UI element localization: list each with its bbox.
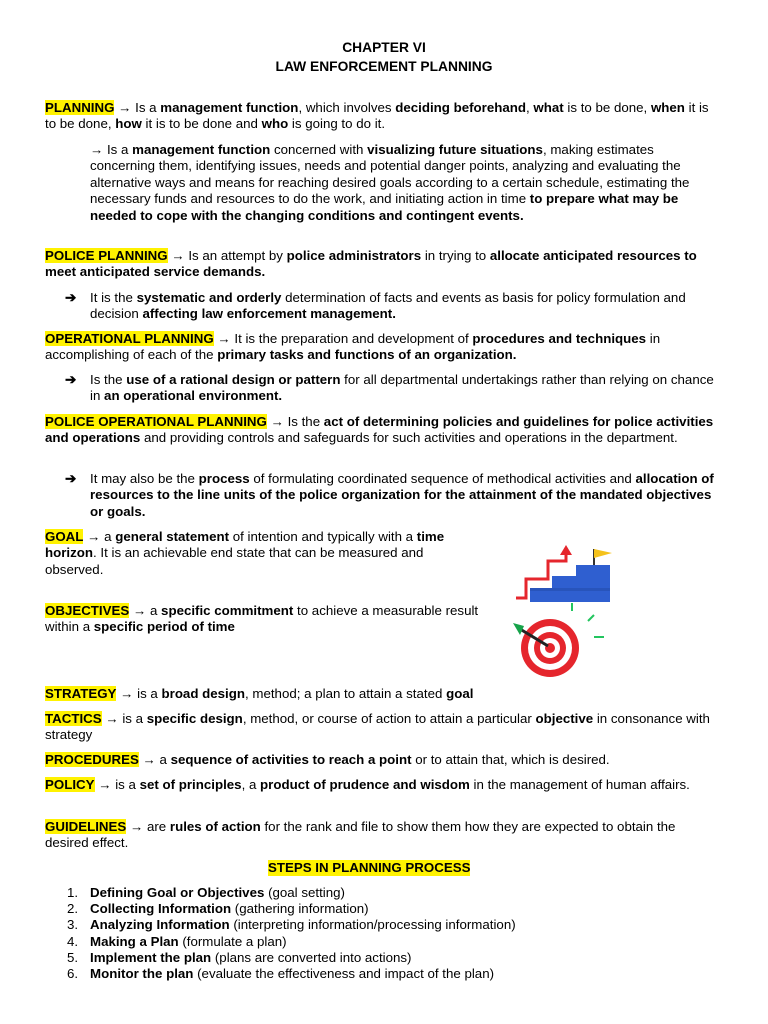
step-number: 3. <box>67 917 79 933</box>
term-operational-planning: OPERATIONAL PLANNING <box>45 331 214 346</box>
arrow-icon: → <box>270 414 284 429</box>
step-number: 6. <box>67 966 79 982</box>
page-title: LAW ENFORCEMENT PLANNING <box>275 59 493 74</box>
arrow-icon: → <box>129 819 144 834</box>
term-strategy: STRATEGY <box>45 686 117 701</box>
step-item <box>45 917 725 933</box>
arrow-icon: → <box>217 331 231 346</box>
definition-procedures: PROCEDURES → a sequence of activities to reach a point or to attain that, which is desired. <box>45 752 610 767</box>
definition-strategy: STRATEGY → is a broad design, method; a plan to attain a stated goal <box>45 686 474 701</box>
term-police-operational-planning: POLICE OPERATIONAL PLANNING <box>45 414 267 429</box>
stair-step-3 <box>576 565 610 602</box>
step-title: Collecting Information <box>90 901 232 917</box>
term-police-planning: POLICE PLANNING <box>45 248 168 263</box>
steps-heading: STEPS IN PLANNING PROCESS <box>268 860 471 875</box>
step-item <box>45 934 725 950</box>
goal-target-illustration <box>508 543 628 678</box>
step-number: 2. <box>67 901 79 917</box>
step-item <box>45 885 725 901</box>
step-item <box>45 950 725 966</box>
arrow-icon: → <box>98 777 112 792</box>
sub-definition-police-planning: ➔ It is the systematic and orderly determination of facts and events as basis for policy formulation and decision affecting law enforcement management. <box>65 290 686 322</box>
arrow-icon: → <box>142 752 156 767</box>
term-planning: PLANNING <box>45 100 115 115</box>
arrow-icon: → <box>87 529 101 544</box>
term-tactics: TACTICS <box>45 711 102 726</box>
step-item <box>45 966 725 982</box>
bullet-arrow-icon: ➔ <box>65 471 77 486</box>
arrow-icon: → <box>90 142 104 157</box>
definition-policy: POLICY → is a set of principles, a product of prudence and wisdom in the management of human affairs. <box>45 777 690 792</box>
sub-definition-operational-planning: ➔ Is the use of a rational design or pattern for all departmental undertakings rather than relying on chance in an operational environment. <box>65 372 714 404</box>
step-description: (interpreting information/processing information) <box>229 917 516 933</box>
arrow-icon: → <box>171 248 185 263</box>
flag-icon <box>594 549 612 558</box>
step-item <box>45 901 725 917</box>
arrow-icon: → <box>132 603 147 618</box>
step-title: Monitor the plan <box>90 966 194 982</box>
step-description: (plans are converted into actions) <box>211 949 412 965</box>
term-objectives: OBJECTIVES <box>45 603 130 618</box>
step-title: Making a Plan <box>90 933 179 949</box>
step-title: Implement the plan <box>90 949 212 965</box>
definition-guidelines: GUIDELINES → are rules of action for the rank and file to show them how they are expected to obtain the desired effect. <box>45 819 676 851</box>
bullet-arrow-icon: ➔ <box>65 290 77 305</box>
term-goal: GOAL <box>45 529 84 544</box>
arrow-icon: → <box>105 711 119 726</box>
step-title: Analyzing Information <box>90 917 230 933</box>
term-policy: POLICY <box>45 777 95 792</box>
bullet-arrow-icon: ➔ <box>65 372 77 387</box>
arrow-icon: → <box>120 686 134 701</box>
arrow-icon: → <box>118 100 132 115</box>
sub-definition-planning: → Is a management function concerned with visualizing future situations, making estimates concerning them, identifying issues, needs and potential danger points, analyzing and evaluating the alternative ways and means for reaching desired goals according to a certain schedule, estimating the necessary funds and resources to do the work, and initiating action in time to prepare what may be needed to cope with the changing conditions and contingent events. <box>90 142 690 223</box>
step-number: 4. <box>67 933 79 949</box>
step-description: (goal setting) <box>264 885 345 900</box>
definition-police-operational-planning: POLICE OPERATIONAL PLANNING → Is the act of determining policies and guidelines for police activities and operations and providing controls and safeguards for such activities and operations in the department. <box>45 414 714 446</box>
sub-definition-police-operational-planning: ➔ It may also be the process of formulating coordinated sequence of methodical activities and allocation of resources to the line units of the police organization for the attainment of the mandated objectives or goals. <box>65 471 714 519</box>
step-description: (gathering information) <box>231 901 369 917</box>
definition-operational-planning: OPERATIONAL PLANNING → It is the preparation and development of procedures and techniques in accomplishing of each of the primary tasks and functions of an organization. <box>45 331 661 363</box>
step-title: Defining Goal or Objectives <box>90 885 265 900</box>
definition-tactics: TACTICS → is a specific design, method, or course of action to attain a particular objective in consonance with strategy <box>45 711 710 743</box>
step-description: (formulate a plan) <box>178 933 287 949</box>
definition-goal: GOAL → a general statement of intention and typically with a time horizon. It is an achievable end state that can be measured and observed. <box>45 529 445 577</box>
step-description: (evaluate the effectiveness and impact of the plan) <box>193 966 495 982</box>
definition-planning: PLANNING → Is a management function, which involves deciding beforehand, what is to be done, when it is to be done, how it is to be done and who is going to do it. <box>45 100 709 132</box>
term-guidelines: GUIDELINES <box>45 819 127 834</box>
target-icon <box>521 619 579 677</box>
steps-list <box>45 885 725 982</box>
definition-objectives: OBJECTIVES → a specific commitment to achieve a measurable result within a specific period of time <box>45 603 479 635</box>
step-number: 5. <box>67 949 79 965</box>
definition-police-planning: POLICE PLANNING → Is an attempt by police administrators in trying to allocate anticipated resources to meet anticipated service demands. <box>45 248 697 280</box>
term-procedures: PROCEDURES <box>45 752 139 767</box>
step-number: 1. <box>67 885 79 900</box>
chapter-heading: CHAPTER VI <box>342 40 426 55</box>
